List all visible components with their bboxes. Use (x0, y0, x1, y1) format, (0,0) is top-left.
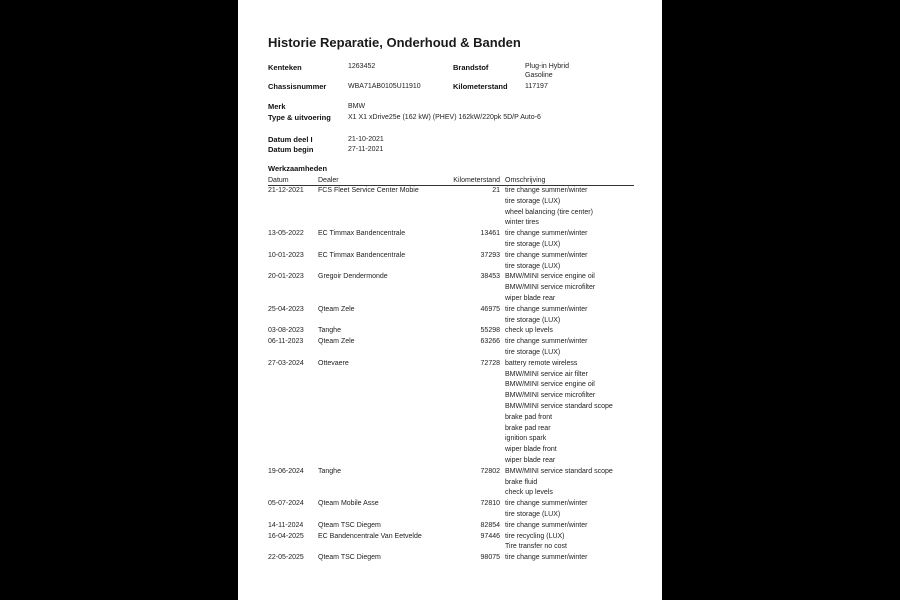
row-km: 97446 (480, 532, 500, 540)
row-description: tire change summer/winter (505, 230, 588, 238)
row-date: 16-04-2025 (268, 532, 304, 540)
row-km: 55298 (480, 327, 500, 335)
row-km: 82854 (480, 521, 500, 529)
row-description: BMW/MINI service standard scope (505, 402, 613, 410)
row-description: ignition spark (505, 435, 547, 443)
row-dealer: Tanghe (318, 467, 341, 475)
row-km: 72802 (480, 467, 500, 475)
row-date: 27-03-2024 (268, 359, 304, 367)
row-description: tire storage (LUX) (505, 316, 561, 324)
row-description: brake fluid (505, 478, 538, 486)
row-km: 21 (492, 187, 500, 194)
brandstof-label: Brandstof (453, 63, 489, 72)
row-description: BMW/MINI service microfilter (505, 392, 596, 400)
row-date: 21-12-2021 (268, 187, 304, 194)
row-dealer: FCS Fleet Service Center Mobie (318, 187, 419, 194)
col-header-dealer: Dealer (318, 177, 339, 184)
type-label: Type & uitvoering (268, 113, 331, 122)
row-dealer: Qteam Zele (318, 338, 355, 346)
row-km: 38453 (480, 273, 500, 281)
row-description: Tire transfer no cost (505, 543, 567, 551)
row-description: tire storage (LUX) (505, 197, 561, 205)
row-date: 20-01-2023 (268, 273, 304, 281)
brandstof-value-line2: Gasoline (525, 72, 553, 79)
row-dealer: EC Timmax Bandencentrale (318, 230, 406, 238)
row-description: wiper blade front (505, 446, 557, 454)
row-description: battery remote wireless (505, 359, 578, 367)
row-dealer: EC Bandencentrale Van Eetvelde (318, 532, 422, 540)
kenteken-value: 1263452 (348, 63, 376, 70)
row-km: 37293 (480, 251, 500, 259)
row-description: wheel balancing (tire center) (505, 208, 593, 216)
row-date: 06-11-2023 (268, 338, 304, 346)
row-description: wiper blade rear (505, 456, 556, 464)
row-date: 25-04-2023 (268, 305, 304, 313)
row-date: 13-05-2022 (268, 230, 304, 238)
row-dealer: Qteam Zele (318, 305, 355, 313)
brandstof-value-line1: Plug-in Hybrid (525, 63, 569, 70)
row-dealer: Qteam TSC Diegem (318, 521, 381, 529)
chassis-label: Chassisnummer (268, 82, 327, 91)
type-value: X1 X1 xDrive25e (162 kW) (PHEV) 162kW/220pk 5D/P Auto-6 (348, 114, 541, 121)
row-description: BMW/MINI service standard scope (505, 467, 613, 475)
row-km: 98075 (480, 554, 500, 562)
row-date: 14-11-2024 (268, 521, 304, 529)
row-description: tire change summer/winter (505, 251, 588, 259)
col-header-omschrijving: Omschrijving (505, 177, 546, 184)
merk-value: BMW (348, 103, 366, 110)
datum-deel-value: 21-10-2021 (348, 136, 384, 143)
row-description: tire change summer/winter (505, 187, 588, 194)
row-description: tire storage (LUX) (505, 510, 561, 518)
row-description: tire change summer/winter (505, 554, 588, 562)
datum-begin-value: 27-11-2021 (348, 146, 384, 153)
row-dealer: Qteam Mobile Asse (318, 500, 379, 508)
chassis-value: WBA71AB0105U11910 (348, 83, 421, 90)
row-km: 72728 (480, 359, 500, 367)
row-description: BMW/MINI service microfilter (505, 284, 596, 292)
row-date: 22-05-2025 (268, 554, 304, 562)
row-km: 46975 (480, 305, 500, 313)
row-km: 63266 (480, 338, 500, 346)
row-dealer: Tanghe (318, 327, 341, 335)
row-date: 10-01-2023 (268, 251, 304, 259)
row-description: tire change summer/winter (505, 338, 588, 346)
row-description: tire storage (LUX) (505, 348, 561, 356)
row-km: 72810 (480, 500, 500, 508)
document-page (238, 0, 662, 600)
row-description: BMW/MINI service engine oil (505, 381, 595, 389)
merk-label: Merk (268, 102, 286, 111)
row-description: check up levels (505, 327, 553, 335)
col-header-km: Kilometerstand (453, 177, 500, 184)
datum-deel-label: Datum deel I (268, 135, 313, 144)
kmstand-label: Kilometerstand (453, 82, 508, 91)
row-description: tire recycling (LUX) (505, 532, 565, 540)
kenteken-label: Kenteken (268, 63, 302, 72)
kmstand-value: 117197 (525, 83, 548, 90)
row-date: 05-07-2024 (268, 500, 304, 508)
row-date: 03-08-2023 (268, 327, 304, 335)
document-title: Historie Reparatie, Onderhoud & Banden (268, 35, 521, 50)
row-description: tire storage (LUX) (505, 240, 561, 248)
row-description: check up levels (505, 489, 553, 497)
row-description: BMW/MINI service engine oil (505, 273, 595, 281)
row-description: brake pad front (505, 413, 553, 421)
row-description: tire change summer/winter (505, 305, 588, 313)
row-dealer: Qteam TSC Diegem (318, 554, 381, 562)
col-header-datum: Datum (268, 177, 289, 184)
row-date: 19-06-2024 (268, 467, 304, 475)
row-description: wiper blade rear (505, 294, 556, 302)
row-description: brake pad rear (505, 424, 551, 432)
row-dealer: EC Timmax Bandencentrale (318, 251, 406, 259)
row-dealer: Gregoir Dendermonde (318, 273, 388, 281)
row-description: tire change summer/winter (505, 521, 588, 529)
datum-begin-label: Datum begin (268, 145, 314, 154)
row-km: 13461 (480, 230, 500, 238)
row-dealer: Ottevaere (318, 359, 349, 367)
werkzaamheden-title: Werkzaamheden (268, 164, 328, 173)
row-description: BMW/MINI service air filter (505, 370, 588, 378)
row-description: tire storage (LUX) (505, 262, 561, 270)
row-description: tire change summer/winter (505, 500, 588, 508)
row-description: winter tires (505, 219, 539, 227)
